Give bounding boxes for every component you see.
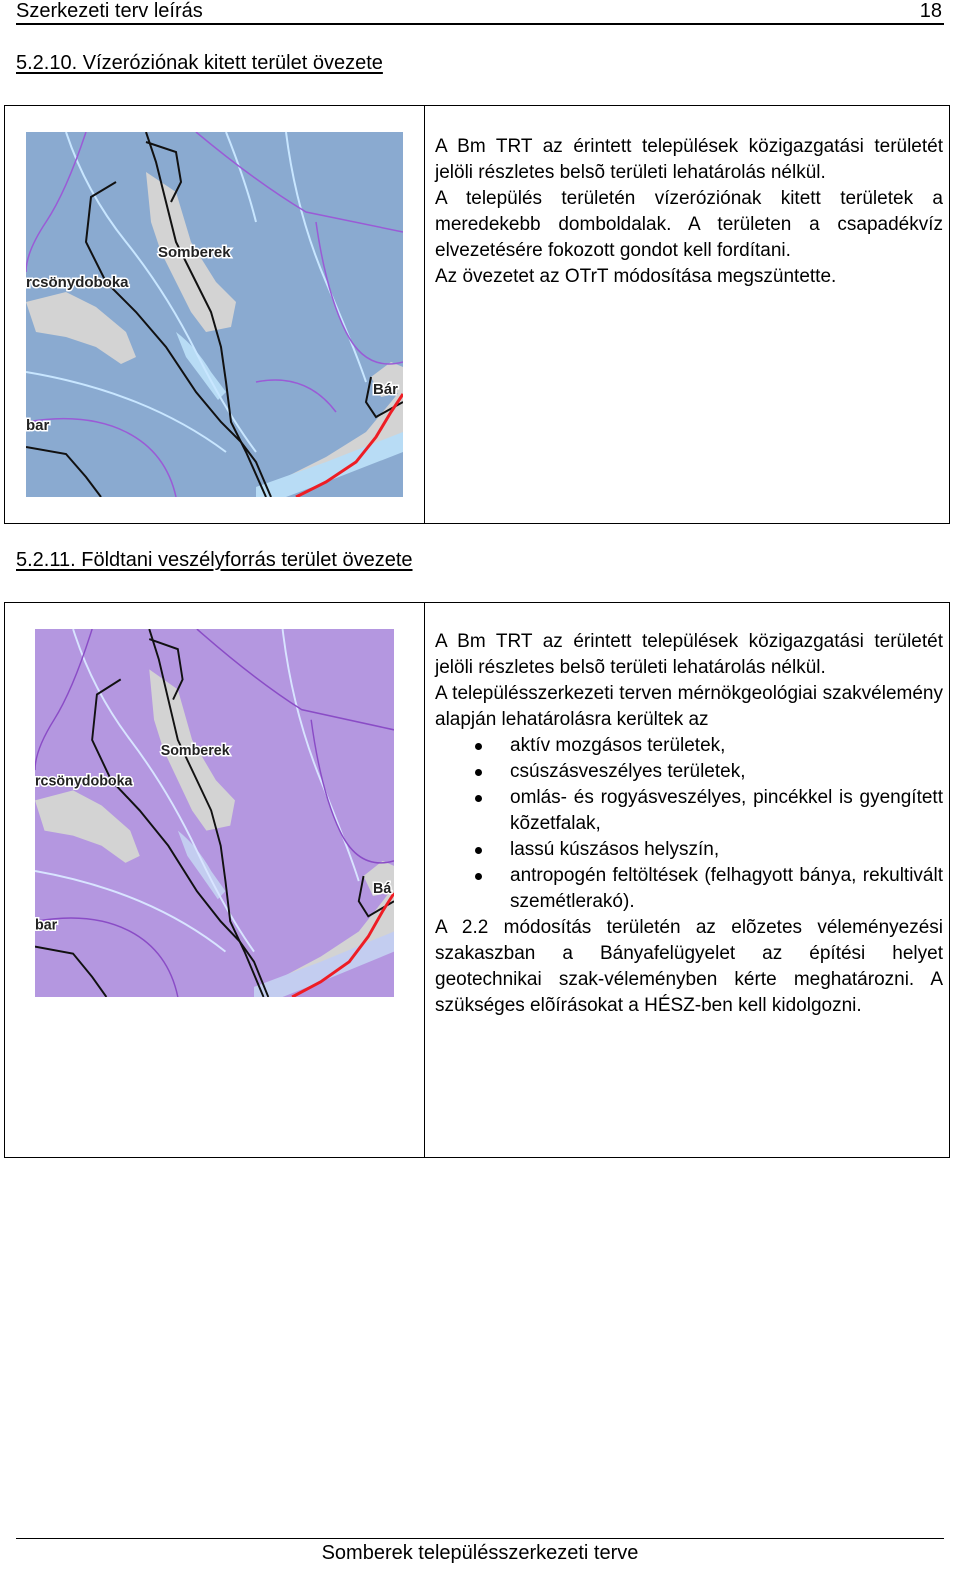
map-label-bar-west: bar bbox=[35, 917, 58, 934]
section-heading-foldtani: 5.2.11. Földtani veszélyforrás terület övezete bbox=[16, 549, 413, 571]
footer-text: Somberek településszerkezeti terve bbox=[321, 1542, 639, 1564]
map-label-bar-west: bar bbox=[26, 417, 50, 434]
map-label-somberek: Somberek bbox=[160, 742, 230, 760]
list-item: aktív mozgásos területek, bbox=[435, 733, 943, 759]
paragraph-intro: A Bm TRT az érintett települések közigazgatási területét jelöli részletes belsõ területi lehatárolás nélkül. bbox=[435, 631, 943, 678]
paragraph-lead: A településszerkezeti terven mérnökgeológiai szakvélemény alapján lehatárolásra kerültek az bbox=[435, 683, 943, 730]
paragraph-closing: A 2.2 módosítás területén az elõzetes véleményezési szakaszban a Bányafelügyelet az építési helyet geotechnikai szak-véleményben kérte meghatározni. A szükséges elõírásokat a HÉSZ-ben kell kidolgozni. bbox=[435, 917, 943, 1016]
section-table-vizerozio bbox=[4, 105, 950, 524]
table-divider bbox=[424, 603, 425, 1157]
section-heading-vizerozio: 5.2.10. Vízeróziónak kitett terület övezete bbox=[16, 52, 383, 74]
section1-text bbox=[435, 134, 943, 290]
list-item: omlás- és rogyásveszélyes, pincékkel is gyengített kõzetfalak, bbox=[435, 785, 943, 837]
header-rule bbox=[16, 23, 944, 25]
paragraph: A Bm TRT az érintett települések közigazgatási területét jelöli részletes belsõ területi lehatárolás nélkül. bbox=[435, 136, 943, 183]
map-foldtani-svg bbox=[35, 629, 394, 997]
map-label-dobok: rcsönydoboka bbox=[26, 274, 129, 291]
table-divider bbox=[424, 106, 425, 523]
running-header-title: Szerkezeti terv leírás bbox=[16, 0, 203, 22]
paragraph: Az övezetet az OTrT módosítása megszüntette. bbox=[435, 266, 837, 287]
hazard-list bbox=[435, 733, 943, 915]
map-foldtani bbox=[35, 629, 394, 997]
page-number: 18 bbox=[919, 0, 942, 22]
map-label-bar: Bár bbox=[373, 381, 399, 398]
map-label-bar: Bá bbox=[373, 880, 392, 898]
paragraph: A település területén vízeróziónak kitett területek a meredekebb domboldalak. A területen a csapadékvíz elvezetésére fokozott gondot kell fordítani. bbox=[435, 188, 943, 261]
list-item: lassú kúszásos helyszín, bbox=[435, 837, 943, 863]
map-vizerozio-svg bbox=[26, 132, 403, 497]
map-label-somberek: Somberek bbox=[158, 244, 231, 261]
map-vizerozio bbox=[26, 132, 403, 497]
footer-rule bbox=[16, 1538, 944, 1539]
map-label-dobok: rcsönydoboka bbox=[35, 772, 133, 790]
section2-text bbox=[435, 629, 943, 1019]
section-table-foldtani bbox=[4, 602, 950, 1158]
list-item: csúszásveszélyes területek, bbox=[435, 759, 943, 785]
list-item: antropogén feltöltések (felhagyott bánya, rekultivált szemétlerakó). bbox=[435, 863, 943, 915]
